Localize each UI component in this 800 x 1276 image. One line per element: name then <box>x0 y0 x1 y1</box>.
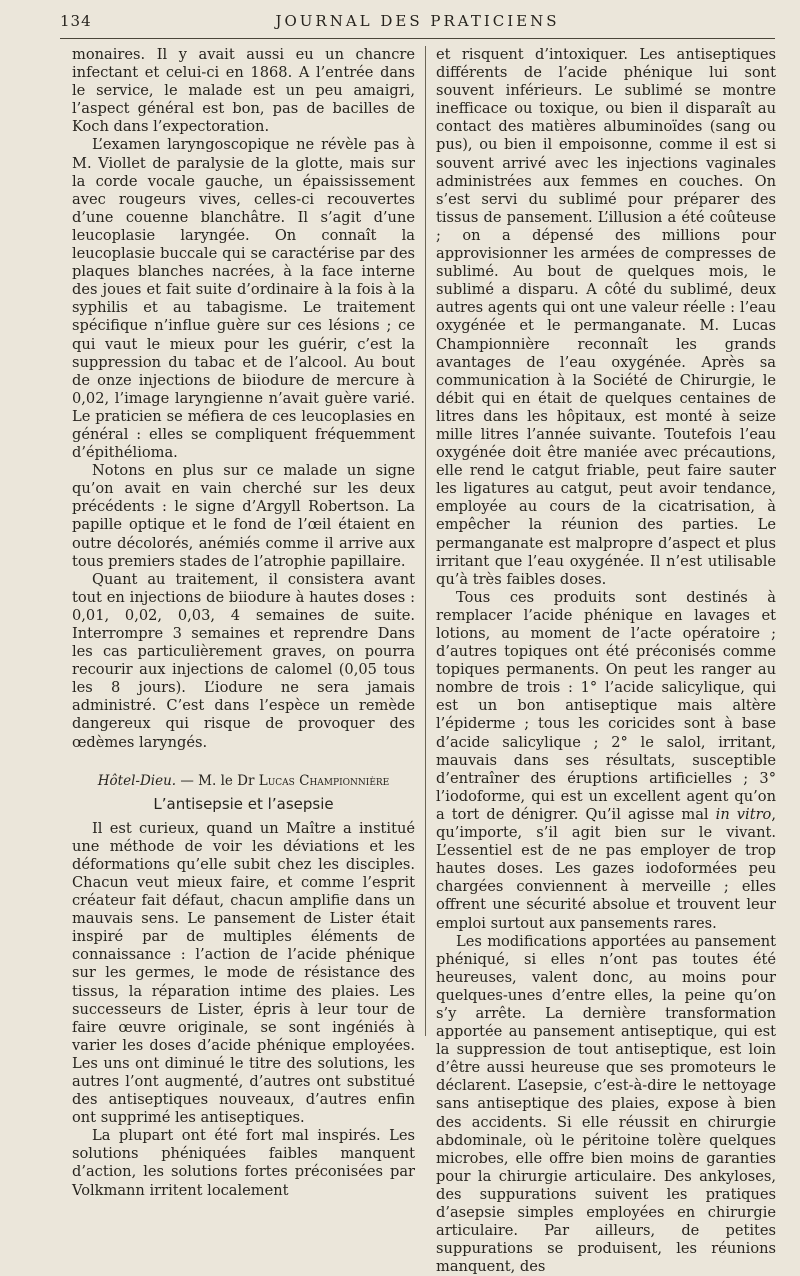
header-rule <box>60 38 775 39</box>
page-number: 134 <box>60 12 92 30</box>
byline-author: Lucas Championnière <box>258 772 390 789</box>
right-column <box>436 46 776 1276</box>
paragraph: Il est curieux, quand un Maître a institué une méthode de voir les déviations et les déformations qu’elle subit chez les disciples. Chacun veut mieux faire, et comme l’esprit créateur fait défaut, chacun amplifie dans un mauvais sens. Le pansement de Lister était inspiré par de multiples éléments de connaissance : l’action de l’acide phénique sur les germes, le mode de résistance des tissus, la réparation intime des plaies. Les successeurs de Lister, épris à leur tour de faire œuvre originale, se sont ingéniés à varier les doses d’acide phénique employées. Les uns ont diminué le titre des solutions, les autres l’ont augmenté, d’autres ont substitué des antiseptiques nouveaux, d’autres enfin ont supprimé les antiseptiques. <box>72 819 415 1127</box>
paragraph-text: Tous ces produits sont destinés à remplacer l’acide phénique en lavages et lotions, au moment de l’acte opératoire ; d’autres topiques ont été préconisés comme topiques permanents. On peut les ranger au nombre de trois : 1° l’acide salicylique, qui est un bon antiseptique mais altère l’épiderme ; tous les coricides sont à base d’acide salicylique ; 2° le salol, irritant, mauvais dans ses résultats, susceptible d’entraîner des éruptions artificielles ; 3° l’iodoforme, qui est un excellent agent qu’on a tort de dénigrer. Qu’il agisse mal <box>436 588 776 823</box>
paragraph: L’examen laryngoscopique ne révèle pas à M. Viollet de paralysie de la glotte, mais sur la corde vocale gauche, un épaississement avec rougeurs vives, celles-ci recouvertes d’une couenne blanchâtre. Il s’agit d’une leucoplasie laryngée. On connaît la leucoplasie buccale qui se caractérise par des plaques blanches nacrées, à la face interne des joues et fait suite d’ordinaire à la fois à la syphilis et au tabagisme. Le traitement spécifique n’influe guère sur ces lésions ; ce qui vaut le mieux pour les guérir, c’est la suppression du tabac et de l’alcool. Au bout de onze injections de biiodure de mercure à 0,02, l’image laryngienne n’avait guère varié. Le praticien se méfiera de ces leucoplasies en général : elles se compliquent fréquemment d’épithélioma. <box>72 136 415 462</box>
paragraph: Les modifications apportées au pansement phéniqué, si elles n’ont pas toutes été heureuses, valent donc, au moins pour quelques-unes d’entre elles, la peine qu’on s’y arrête. La dernière transformation apportée au pansement antiseptique, qui est la suppression de tout antiseptique, est loin d’être aussi heureuse que ses promoteurs le déclarent. L’asepsie, c’est-à-dire le nettoyage sans antiseptique des plaies, expose à bien des accidents. Si elle réussit en chirurgie abdominale, où le péritoine tolère quelques microbes, elle offre bien moins de garanties pour la chirurgie articulaire. Des ankyloses, des suppurations suivent les pratiques d’asepsie simples employées en chirurgie articulaire. Par ailleurs, de petites suppurations se produisent, les réunions manquent, des <box>436 932 776 1276</box>
paragraph <box>436 589 776 933</box>
paragraph: Quant au traitement, il consistera avant tout en injections de biiodure à hautes doses : 0,01, 0,02, 0,03, 4 semaines de suite. Interrompre 3 semaines et reprendre Dans les cas particulièrement graves, on pourra recourir aux injections de calomel (0,05 tous les 8 jours). L’iodure ne sera jamais administré. C’est dans l’espèce un remède dangereux qui risque de provoquer des œdèmes laryngés. <box>72 570 415 751</box>
left-column <box>72 46 415 1199</box>
column-divider <box>425 46 426 1036</box>
page-header <box>60 12 775 36</box>
byline-dash: — M. le Dr <box>176 772 259 789</box>
article-byline <box>72 772 415 790</box>
running-title: JOURNAL DES PRATICIENS <box>275 12 560 30</box>
byline-place: Hôtel-Dieu. <box>97 772 177 789</box>
italic-phrase: in vitro <box>715 805 772 823</box>
paragraph-text: , qu’importe, s’il agit bien sur le vivant. L’essentiel est de ne pas employer de trop hautes doses. Les gazes iodoformées peu chargées conviennent à merveille ; elles offrent une sécurité absolue et trouvent leur emploi surtout aux pansements rares. <box>436 805 776 932</box>
section-title: L’antisepsie et l’asepsie <box>153 794 334 813</box>
paragraph: La plupart ont été fort mal inspirés. Les solutions phéniquées faibles manquent d’action, les solutions fortes préconisées par Volkmann irritent localement <box>72 1127 415 1199</box>
paragraph: et risquent d’intoxiquer. Les antiseptiques différents de l’acide phénique lui sont souvent inférieurs. Le sublimé se montre inefficace ou toxique, ou bien il disparaît au contact des matières albuminoïdes (sang ou pus), ou bien il empoisonne, comme il est si souvent arrivé avec les injections vaginales administrées aux femmes en couches. On s’est servi du sublimé pour préparer des tissus de pansement. L’illusion a été coûteuse ; on a dépensé des millions pour approvisionner les armées de compresses de sublimé. Au bout de quelques mois, le sublimé a disparu. A côté du sublimé, deux autres agents qui ont une valeur réelle : l’eau oxygénée et le permanganate. M. Lucas Championnière reconnaît les grands avantages de l’eau oxygénée. Après sa communication à la Société de Chirurgie, le débit qui en était de quelques centaines de litres dans les hôpitaux, est monté à seize mille litres l’année suivante. Toutefois l’eau oxygénée doit être maniée avec précautions, elle rend le catgut friable, peut faire sauter les ligatures au catgut, peut avoir tendance, employée au cours de la cicatrisation, à empêcher la réunion des parties. Le permanganate est malpropre d’aspect et plus irritant que l’eau oxygénée. Il n’est utilisable qu’à très faibles doses. <box>436 46 776 588</box>
paragraph: monaires. Il y avait aussi eu un chancre infectant et celui-ci en 1868. A l’entrée dans le service, le malade est un peu amaigri, l’aspect général est bon, pas de bacilles de Koch dans l’expectoration. <box>72 46 415 136</box>
paragraph: Notons en plus sur ce malade un signe qu’on avait en vain cherché sur les deux précédents : le signe d’Argyll Robertson. La papille optique et le fond de l’œil étaient en outre décolorés, anémiés comme il arrive aux tous premiers stades de l’atrophie papillaire. <box>72 462 415 570</box>
